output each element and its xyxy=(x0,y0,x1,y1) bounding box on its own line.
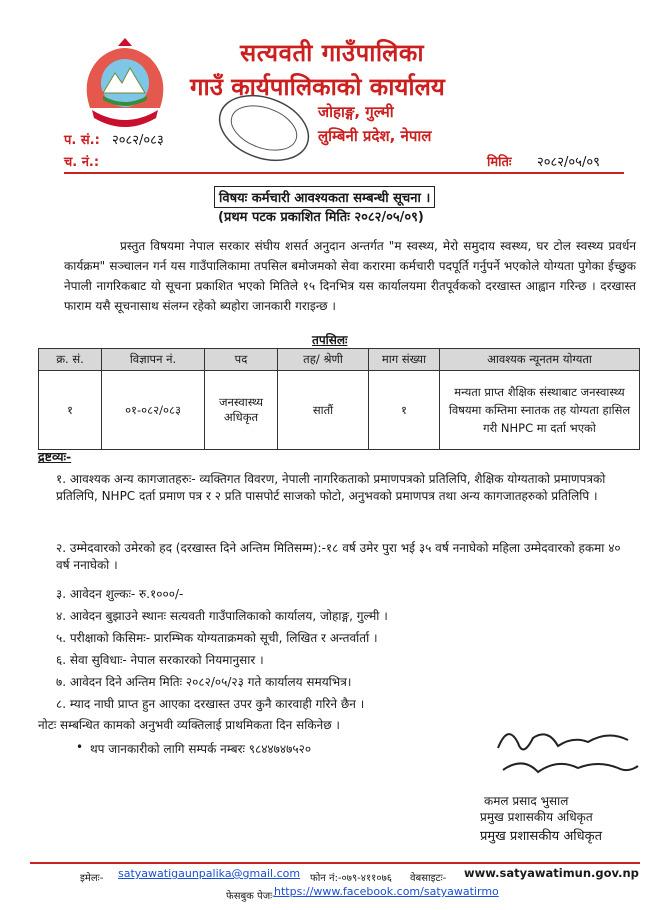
contact-number: थप जानकारीको लागि सम्पर्क नम्बरः ९८४४७४७५२० xyxy=(90,742,312,756)
details-label: तपसिलः xyxy=(312,333,348,347)
note-text: नोटः सम्बन्धित कामको अनुभवी व्यक्तिलाई प्राथमिकता दिन सकिनेछ । xyxy=(38,718,340,732)
address-line1: जोहाङ्ग, गुल्मी xyxy=(318,103,394,121)
note-item: ४. आवेदन बुझाउने स्थानः सत्यवती गाउँपालिकाको कार्यालय, जोहाङ्ग, गुल्मी । xyxy=(56,609,388,623)
cell-level: सातौं xyxy=(278,371,369,450)
note-item: ५. परीक्षाको किसिमः- प्रारम्भिक योग्यताक्रमको सूची, लिखित र अन्तर्वार्ता । xyxy=(56,631,378,645)
col-header-ad-no: विज्ञापन नं. xyxy=(102,349,205,371)
footer-facebook-label: फेसबुक पेजः- xyxy=(226,891,276,902)
col-header-qualification: आवश्यक न्यूनतम योग्यता xyxy=(440,349,640,371)
footer-facebook-link[interactable]: https://www.facebook.com/satyawatirmo xyxy=(274,885,499,898)
office-subtitle: गाउँ कार्यपालिकाको कार्यालय xyxy=(190,73,445,101)
address-line2: लुम्बिनी प्रदेश, नेपाल xyxy=(318,127,432,145)
cell-sn: १ xyxy=(39,371,102,450)
signature-icon xyxy=(478,718,648,788)
dispatch-label: च. नं.: xyxy=(64,155,100,170)
date-value: २०८२/०५/०९ xyxy=(537,155,600,170)
cell-ad-no: ०१-०८२/०८३ xyxy=(102,371,205,450)
cell-post: जनस्वास्थ्य अधिकृत xyxy=(205,371,278,450)
footer-website-link[interactable]: www.satyawatimun.gov.np xyxy=(464,866,639,880)
footer-divider xyxy=(30,862,640,864)
office-name: सत्यवती गाउँपालिका xyxy=(240,39,425,67)
note-item: ८. म्याद नाघी प्राप्त हुन आएका दरखास्त उपर कुनै कारवाही गरिने छैन । xyxy=(56,697,365,711)
signer-title: प्रमुख प्रशासकीय अधिकृत xyxy=(480,810,593,824)
office-stamp-icon xyxy=(212,92,316,164)
cell-count: १ xyxy=(369,371,440,450)
note-item: ७. आवेदन दिने अन्तिम मितिः २०८२/०५/२३ गते कार्यालय समयभित्र। xyxy=(56,675,352,689)
table-header-row xyxy=(39,349,640,371)
notes-heading: द्रष्टव्यः- xyxy=(38,449,72,464)
cell-qualification: मन्यता प्राप्त शैक्षिक संस्थाबाट जनस्वास्थ्य विषयमा कम्तिमा स्नातक तह योग्यता हासिल गरी NHPC मा दर्ता भएको xyxy=(440,371,640,450)
signer-name: कमल प्रसाद भुसाल xyxy=(484,794,569,808)
footer-email-label: इमेलः- xyxy=(80,873,104,884)
footer-email-link[interactable]: satyawatigaunpalika@gmail.com xyxy=(118,867,301,880)
note-item: २. उम्मेदवारको उमेरको हद (दरखास्त दिने अन्तिम मितिसम्म):-१८ वर्ष उमेर पुरा भई ३५ वर्ष ननाघेको महिला उम्मेदवारको हकमा ४० वर्ष ननाघेको । xyxy=(56,541,621,572)
col-header-post: पद xyxy=(205,349,278,371)
body-paragraph: प्रस्तुत विषयमा नेपाल सरकार संघीय शसर्त अनुदान अन्तर्गत "म स्वस्थ्य, मेरो समुदाय स्वस्थ्य, घर टोल स्वस्थ्य प्रवर्धन कार्यक्रम" सञ्चालन गर्न यस गाउँपालिकामा तपसिल बमोजमको सेवा करारमा कर्मचारी पदपूर्ति गर्नुपर्ने भएकोले योग्यता पुगेका ईच्छुक नेपाली नागरिकबाट यो सूचना प्रकाशित भएको मितिले १५ दिनभित्र यस कार्यालयमा रीतपूर्वकको दरखास्त आह्वान गरिन्छ । दरखास्त फाराम यसै सूचनासाथ संलग्न रहेको ब्यहोरा जानकारी गराइन्छ । xyxy=(64,239,636,313)
ref-value: २०८२/०८३ xyxy=(112,133,164,148)
signer-stamp: प्रमुख प्रशासकीय अधिकृत xyxy=(480,829,603,844)
col-header-sn: क्र. सं. xyxy=(39,349,102,371)
note-item: १. आवश्यक अन्य कागजातहरुः- व्यक्तिगत विवरण, नेपाली नागरिकताको प्रमाणपत्रको प्रतिलिपि, शैक्षिक योग्यताको प्रमाणपत्रको प्रतिलिपि, NHPC दर्ता प्रमाण पत्र र २ प्रति पासपोर्ट साजको फोटो, अनुभवको प्रमाणपत्र तथा अन्य कागजातहरुको प्रतिलिपि । xyxy=(56,472,606,503)
subject-title: विषयः कर्मचारी आवश्यकता सम्बन्धी सूचना । xyxy=(214,186,435,208)
published-note: (प्रथम पटक प्रकाशित मितिः २०८२/०५/०९) xyxy=(218,210,424,225)
header-divider xyxy=(64,172,624,174)
vacancy-table xyxy=(38,348,640,450)
footer-phone: फोन नं:-०७९-४११०७६ xyxy=(310,873,392,884)
col-header-count: माग संख्या xyxy=(369,349,440,371)
nepal-emblem-icon xyxy=(70,38,180,138)
bullet-icon: • xyxy=(76,740,84,754)
footer-website-label: वेबसाइटः- xyxy=(410,873,447,884)
ref-label: प. सं.: xyxy=(64,133,100,148)
note-item: ३. आवेदन शुल्कः- रु.१०००/- xyxy=(56,587,184,601)
date-label: मितिः xyxy=(487,155,512,170)
note-item: ६. सेवा सुविधाः- नेपाल सरकारको नियमानुसार । xyxy=(56,653,264,667)
table-row xyxy=(39,371,640,450)
col-header-level: तह/ श्रेणी xyxy=(278,349,369,371)
